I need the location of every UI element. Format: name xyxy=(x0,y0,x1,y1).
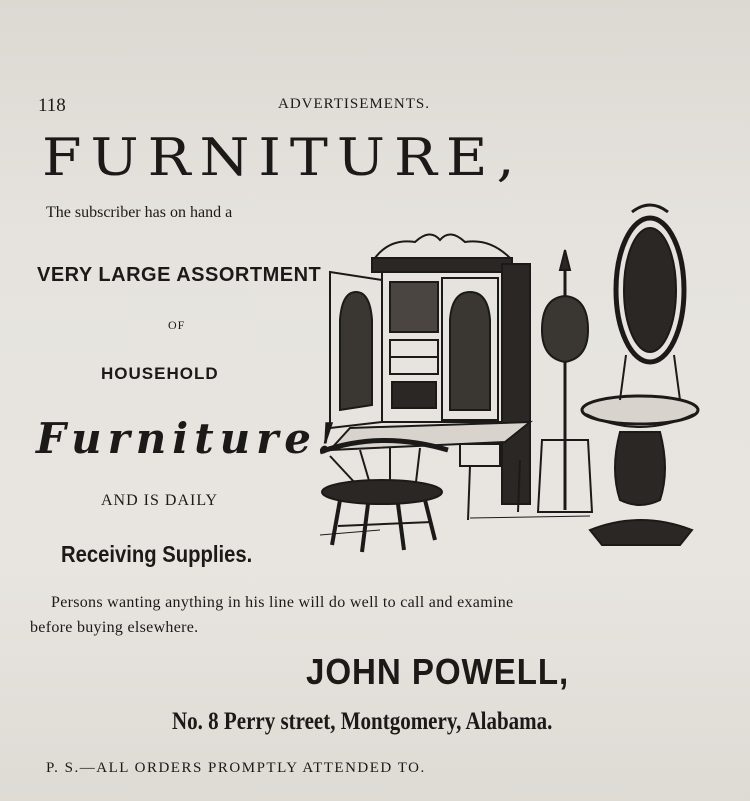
ad-of-line: OF xyxy=(168,318,186,332)
ad-household-line: HOUSEHOLD xyxy=(101,364,219,383)
ad-supplies-line: Receiving Supplies. xyxy=(61,541,253,567)
ad-intro-line: The subscriber has on hand a xyxy=(46,204,233,221)
merchant-address: No. 8 Perry street, Montgomery, Alabama. xyxy=(172,708,553,735)
page-number: 118 xyxy=(38,95,66,116)
ad-assortment-line: VERY LARGE ASSORTMENT xyxy=(37,264,322,286)
running-head: ADVERTISEMENTS. xyxy=(278,96,431,112)
ad-daily-line: AND IS DAILY xyxy=(101,492,219,509)
ad-paragraph-line-2: before buying elsewhere. xyxy=(30,619,199,636)
furniture-engraving-icon xyxy=(320,200,700,560)
ad-headline: FURNITURE, xyxy=(42,128,524,188)
postscript: P. S.—ALL ORDERS PROMPTLY ATTENDED TO. xyxy=(46,760,426,776)
merchant-name: JOHN POWELL, xyxy=(306,651,570,692)
ad-paragraph-line-1: Persons wanting anything in his line will do well to call and examine xyxy=(51,594,514,611)
ad-furniture-blackletter: Furniture! xyxy=(36,414,342,463)
